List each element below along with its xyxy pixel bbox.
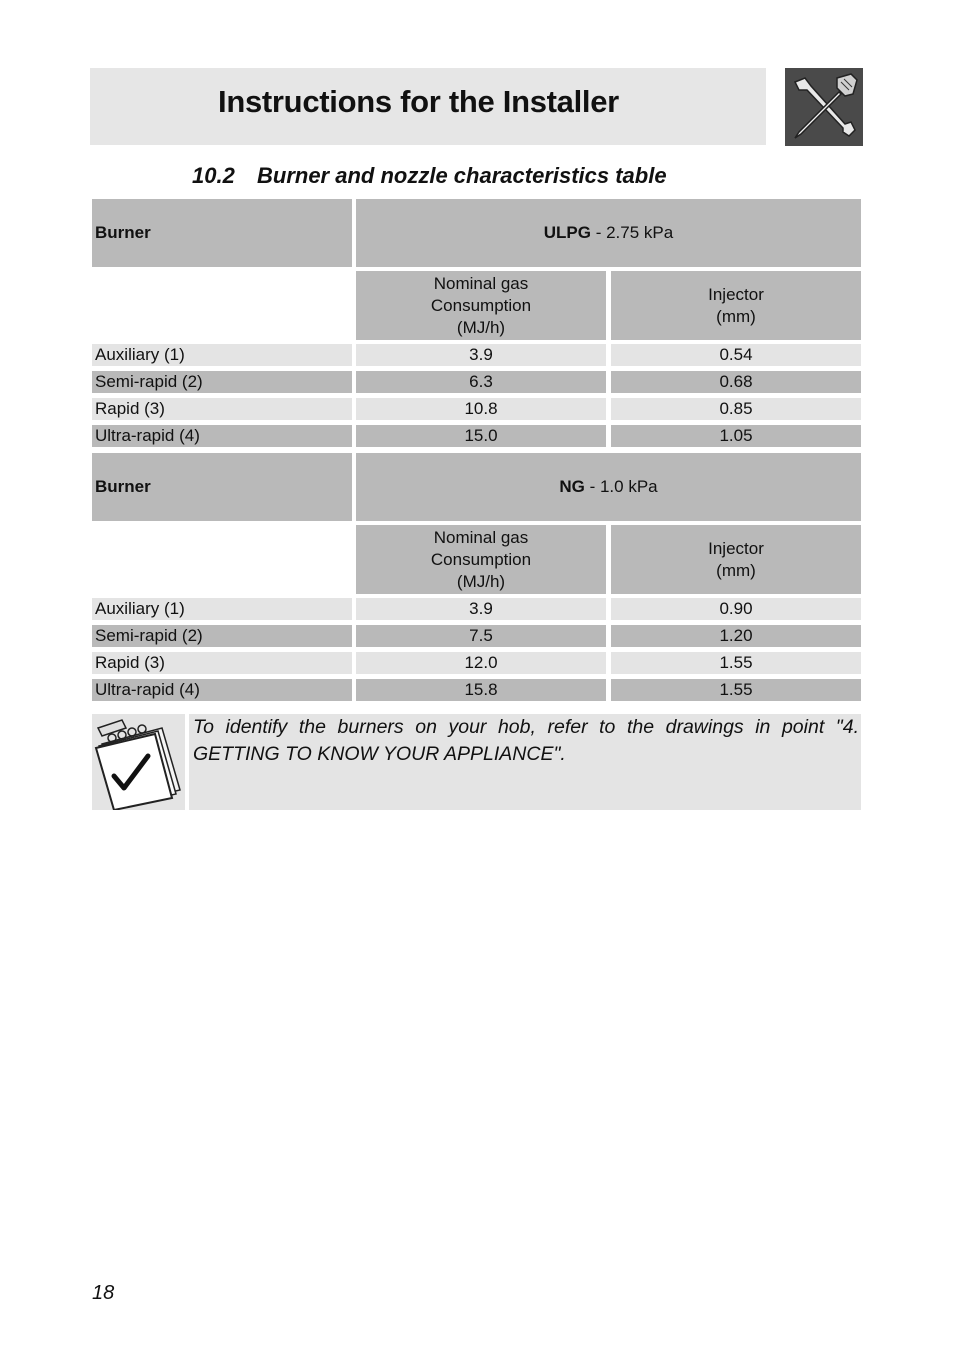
- injector-value: 1.55: [611, 652, 861, 674]
- injector-value: 0.68: [611, 371, 861, 393]
- gas-pressure: - 1.0 kPa: [584, 477, 658, 496]
- injector-value: 1.55: [611, 679, 861, 701]
- burner-column-header: Burner: [92, 199, 352, 267]
- burner-name: Auxiliary (1): [92, 598, 352, 620]
- consumption-value: 7.5: [356, 625, 606, 647]
- tools-icon: [785, 68, 863, 146]
- burner-column-header: Burner: [92, 453, 352, 521]
- consumption-column-header: Nominal gas Consumption (MJ/h): [356, 271, 606, 340]
- note-text: To identify the burners on your hob, refer to the drawings in point "4. GETTING TO KNOW YOUR APPLIANCE".: [193, 716, 859, 765]
- gas-name: ULPG: [543, 223, 591, 242]
- burner-name: Rapid (3): [92, 398, 352, 420]
- burner-name: Semi-rapid (2): [92, 371, 352, 393]
- consumption-value: 10.8: [356, 398, 606, 420]
- injector-value: 1.05: [611, 425, 861, 447]
- section-heading: [192, 163, 667, 189]
- injector-value: 0.90: [611, 598, 861, 620]
- injector-value: 1.20: [611, 625, 861, 647]
- consumption-column-header: Nominal gas Consumption (MJ/h): [356, 525, 606, 594]
- section-title: Burner and nozzle characteristics table: [257, 163, 667, 188]
- header-band: [90, 68, 766, 145]
- gas-type-header: [356, 199, 861, 267]
- consumption-value: 15.8: [356, 679, 606, 701]
- consumption-value: 3.9: [356, 344, 606, 366]
- injector-column-header: Injector (mm): [611, 271, 861, 340]
- burner-name: Auxiliary (1): [92, 344, 352, 366]
- consumption-value: 6.3: [356, 371, 606, 393]
- gas-pressure: - 2.75 kPa: [591, 223, 674, 242]
- page-number: 18: [92, 1282, 115, 1304]
- consumption-value: 12.0: [356, 652, 606, 674]
- burner-name: Semi-rapid (2): [92, 625, 352, 647]
- gas-type-header: [356, 453, 861, 521]
- burner-name: Ultra-rapid (4): [92, 679, 352, 701]
- injector-value: 0.54: [611, 344, 861, 366]
- gas-name: NG: [559, 477, 585, 496]
- consumption-value: 3.9: [356, 598, 606, 620]
- note-box: [189, 714, 861, 810]
- consumption-value: 15.0: [356, 425, 606, 447]
- injector-column-header: Injector (mm): [611, 525, 861, 594]
- page-title: Instructions for the Installer: [218, 84, 619, 119]
- injector-value: 0.85: [611, 398, 861, 420]
- section-number: 10.2: [192, 163, 235, 188]
- burner-name: Ultra-rapid (4): [92, 425, 352, 447]
- burner-name: Rapid (3): [92, 652, 352, 674]
- notepad-check-icon: [92, 714, 185, 810]
